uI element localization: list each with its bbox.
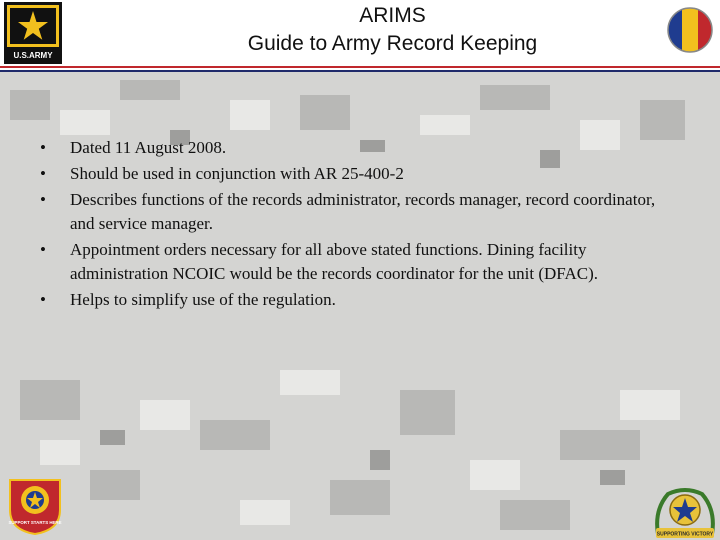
header-stripes [0, 66, 720, 72]
right-insignia-text: SUPPORTING VICTORY [656, 531, 714, 538]
page-title [150, 2, 635, 58]
list-item: • Appointment orders necessary for all above stated functions. Dining facility administration NCOIC would be the records coordinator for the unit (DFAC). [40, 240, 598, 283]
title-line-1: ARIMS [359, 4, 426, 27]
unit-roundel-icon [666, 6, 714, 54]
list-item: • Should be used in conjunction with AR 25-400-2 [40, 164, 404, 183]
support-insignia-left [4, 474, 66, 536]
list-item: • Describes functions of the records administrator, records manager, record coordinator, and service manager. [40, 190, 656, 233]
slide-body [40, 136, 680, 314]
list-item: • Helps to simplify use of the regulation. [40, 290, 336, 309]
list-item: • Dated 11 August 2008. [40, 138, 227, 157]
left-insignia-text: SUPPORT STARTS HERE [8, 520, 62, 525]
bullet-list [40, 136, 680, 312]
army-logo-text: U.S.ARMY [13, 51, 53, 60]
us-army-logo [4, 2, 62, 64]
support-insignia-right [652, 484, 718, 540]
title-line-2: Guide to Army Record Keeping [247, 32, 538, 55]
